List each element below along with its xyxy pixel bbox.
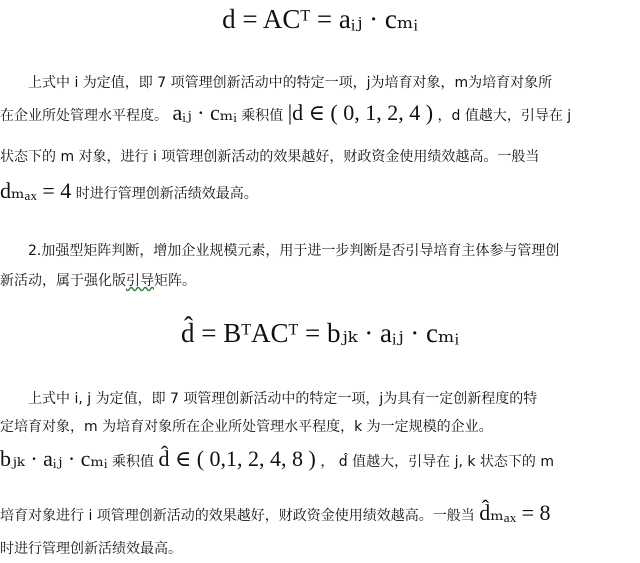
paragraph-3-line-1: 上式中 i, j 为定值，即 7 项管理创新活动中的特定一项，j为具有一定创新程度的特 — [28, 391, 538, 407]
text-segment: 乘积值 — [241, 108, 288, 124]
text-segment: 时进行管理创新活绩效最高。 — [75, 186, 258, 202]
paragraph-3-line-5: 时进行管理创新活绩效最高。 — [0, 541, 182, 557]
paragraph-2-line-2 — [0, 270, 640, 290]
formula-product: bⱼₖ · aᵢⱼ · cₘᵢ — [0, 446, 108, 471]
formula-dmax: dₘₐₓ = 4 — [0, 178, 72, 203]
paragraph-3-line-4 — [0, 500, 640, 526]
text-segment: 培育对象进行 i 项管理创新活动的效果越好，财政资金使用绩效越高。一般当 — [0, 508, 475, 524]
text-segment: 乘积值 — [111, 454, 159, 470]
equation-1: d = ACᵀ = aᵢⱼ · cₘᵢ — [222, 4, 418, 34]
paragraph-3-line-2: 定培育对象，m 为培育对象所在企业所处管理水平程度，k 为一定规模的企业。 — [0, 419, 493, 435]
text-segment: 在企业所处管理水平程度。 — [0, 108, 168, 124]
paragraph-1-line-4 — [0, 178, 640, 204]
text-segment: ， d̂ 值越大，引导在 j, k 状态下的 m — [320, 454, 555, 470]
text-segment: ，d 值越大，引导在 j — [437, 108, 572, 124]
paragraph-3-line-3 — [0, 446, 640, 472]
text-segment: 矩阵。 — [154, 273, 196, 289]
formula-dmax: d̂ₘₐₓ = 8 — [479, 500, 551, 525]
formula-set: d̂ ∈ ( 0,1, 2, 4, 8 ) — [158, 446, 316, 471]
paragraph-1-line-1: 上式中 i 为定值，即 7 项管理创新活动中的特定一项，j为培育对象，m为培育对象所 — [28, 75, 553, 91]
paragraph-1-line-2 — [0, 100, 640, 126]
text-segment: 新活动，属于强化版 — [0, 273, 126, 289]
spellcheck-underlined-word: 引导 — [126, 273, 154, 289]
paragraph-1-line-3: 状态下的 m 对象，进行 i 项管理创新活动的效果越好，财政资金使用绩效越高。一般当 — [0, 149, 540, 165]
formula-product: aᵢⱼ · cₘᵢ — [172, 100, 237, 125]
equation-2: d̂ = BᵀACᵀ = bⱼₖ · aᵢⱼ · cₘᵢ — [181, 318, 459, 348]
formula-set: |d ∈ ( 0, 1, 2, 4 ) — [287, 100, 434, 125]
paragraph-2-line-1: 2.加强型矩阵判断，增加企业规模元素，用于进一步判断是否引导培育主体参与管理创 — [28, 243, 560, 259]
